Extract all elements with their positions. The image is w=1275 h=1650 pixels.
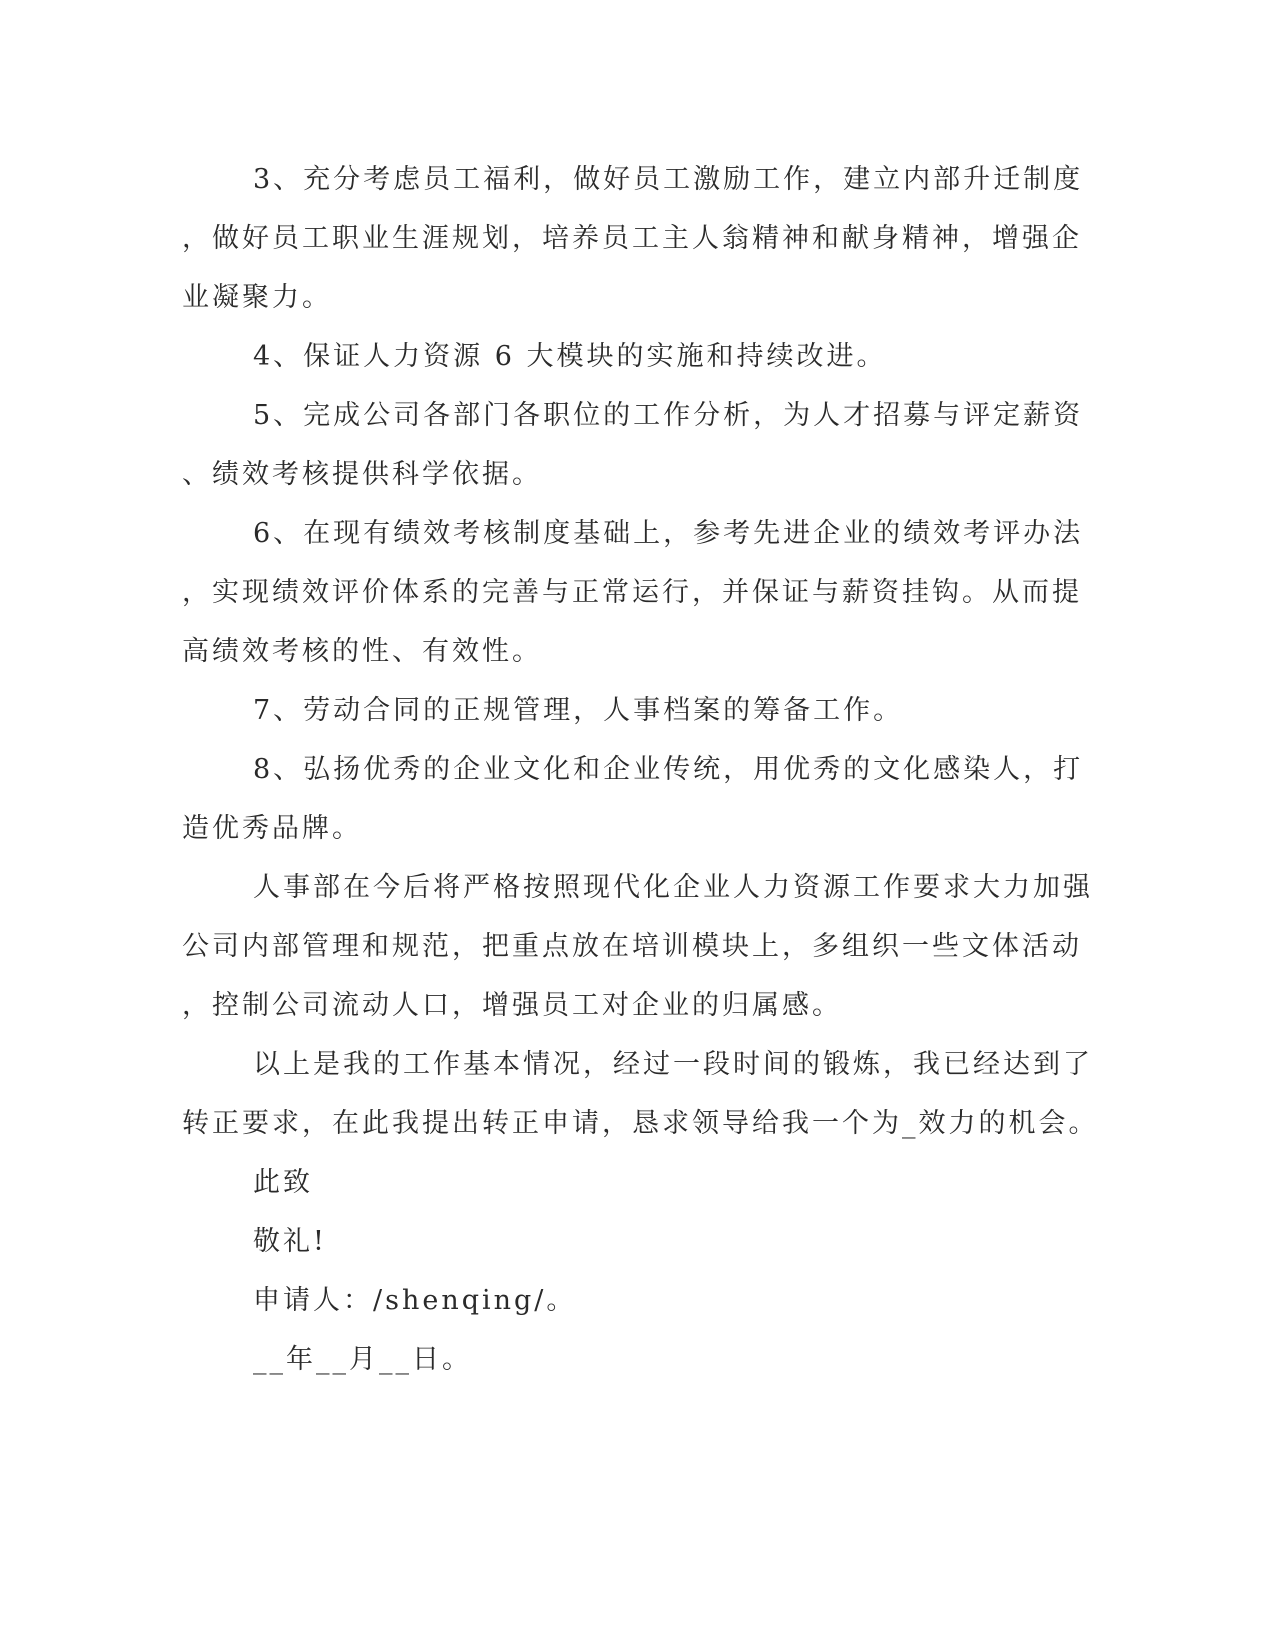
closing-regards: 敬礼! <box>253 1226 327 1257</box>
text-line: 公司内部管理和规范，把重点放在培训模块上，多组织一些文体活动 <box>182 931 1082 962</box>
text-line: 8、弘扬优秀的企业文化和企业传统，用优秀的文化感染人，打 <box>253 754 1084 785</box>
text-line: 以上是我的工作基本情况，经过一段时间的锻炼，我已经达到了 <box>253 1049 1093 1080</box>
text-line: 、绩效考核提供科学依据。 <box>182 459 542 490</box>
applicant-line: 申请人：/shenqing/。 <box>253 1285 577 1316</box>
text-line: 7、劳动合同的正规管理，人事档案的筹备工作。 <box>253 695 904 726</box>
text-line: 业凝聚力。 <box>182 282 332 313</box>
text-line: ，实现绩效评价体系的完善与正常运行，并保证与薪资挂钩。从而提 <box>182 577 1082 608</box>
closing-salutation: 此致 <box>253 1167 313 1198</box>
text-line: 高绩效考核的性、有效性。 <box>182 636 542 667</box>
text-line: ，控制公司流动人口，增强员工对企业的归属感。 <box>182 990 842 1021</box>
text-line: 3、充分考虑员工福利，做好员工激励工作，建立内部升迁制度 <box>253 164 1084 195</box>
text-line: 人事部在今后将严格按照现代化企业人力资源工作要求大力加强 <box>253 872 1093 903</box>
text-line: 转正要求，在此我提出转正申请，恳求领导给我一个为_效力的机会。 <box>182 1108 1099 1139</box>
text-line: 6、在现有绩效考核制度基础上，参考先进企业的绩效考评办法 <box>253 518 1084 549</box>
date-line: __年__月__日。 <box>253 1344 472 1375</box>
text-line: 4、保证人力资源 6 大模块的实施和持续改进。 <box>253 341 887 372</box>
text-line: 5、完成公司各部门各职位的工作分析，为人才招募与评定薪资 <box>253 400 1084 431</box>
text-line: ，做好员工职业生涯规划，培养员工主人翁精神和献身精神，增强企 <box>182 223 1082 254</box>
text-line: 造优秀品牌。 <box>182 813 362 844</box>
